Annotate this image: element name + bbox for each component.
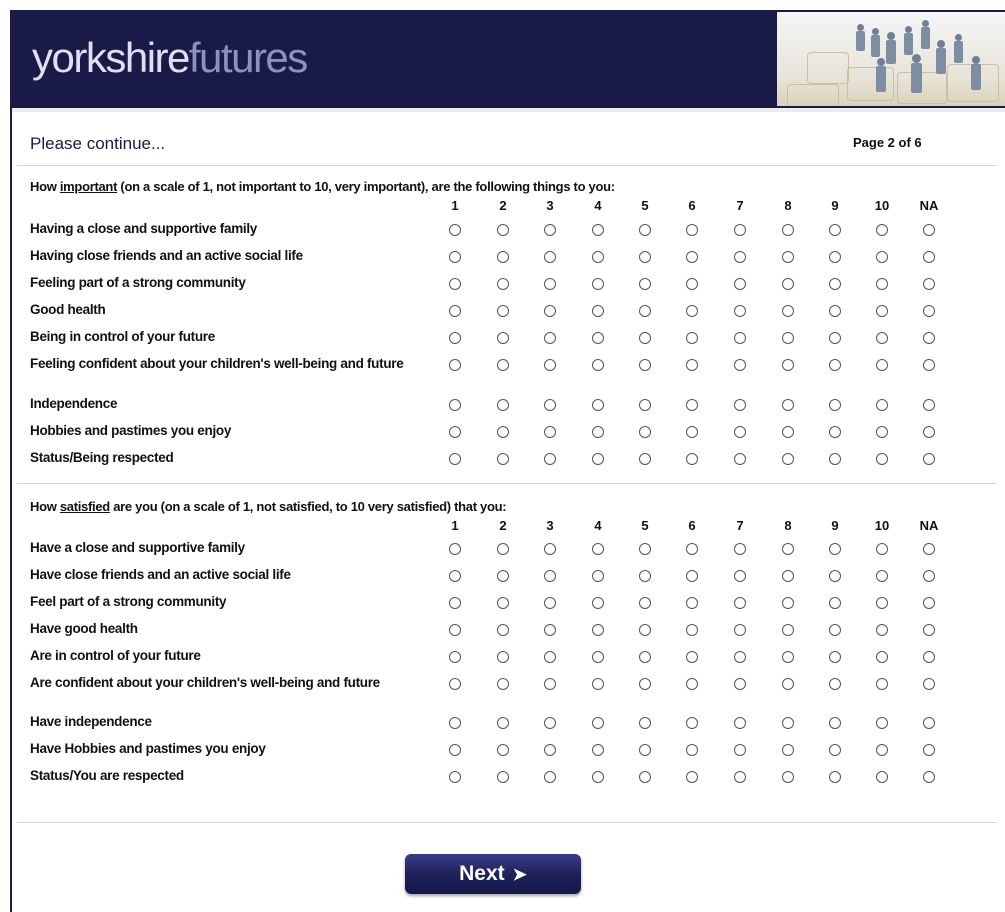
rating-radio[interactable] <box>497 305 509 317</box>
rating-radio[interactable] <box>544 771 556 783</box>
rating-radio[interactable] <box>592 771 604 783</box>
rating-radio[interactable] <box>544 651 556 663</box>
scale-header: 9 <box>831 198 839 213</box>
rating-radio[interactable] <box>829 597 841 609</box>
rating-radio[interactable] <box>876 624 888 636</box>
rating-radio[interactable] <box>639 359 651 371</box>
rating-radio[interactable] <box>782 453 794 465</box>
rating-radio[interactable] <box>686 717 698 729</box>
rating-radio[interactable] <box>639 717 651 729</box>
rating-radio[interactable] <box>497 453 509 465</box>
survey-frame <box>10 10 1005 912</box>
rating-radio[interactable] <box>923 399 935 411</box>
rating-radio[interactable] <box>592 251 604 263</box>
scale-header: 1 <box>451 198 459 213</box>
rating-radio[interactable] <box>592 717 604 729</box>
question-heading: How satisfied are you (on a scale of 1, not satisfied, to 10 very satisfied) that you: <box>30 499 507 514</box>
rating-radio[interactable] <box>734 399 746 411</box>
rating-radio[interactable] <box>686 399 698 411</box>
rating-radio[interactable] <box>923 717 935 729</box>
rating-radio[interactable] <box>829 399 841 411</box>
question-item-label: Having close friends and an active social life <box>30 248 303 263</box>
rating-radio[interactable] <box>639 251 651 263</box>
rating-radio[interactable] <box>876 426 888 438</box>
rating-radio[interactable] <box>829 651 841 663</box>
rating-radio[interactable] <box>876 399 888 411</box>
rating-radio[interactable] <box>734 717 746 729</box>
rating-radio[interactable] <box>592 543 604 555</box>
rating-radio[interactable] <box>497 678 509 690</box>
rating-radio[interactable] <box>639 332 651 344</box>
rating-radio[interactable] <box>923 278 935 290</box>
rating-radio[interactable] <box>639 305 651 317</box>
rating-radio[interactable] <box>734 426 746 438</box>
scale-header: 8 <box>784 198 792 213</box>
rating-radio[interactable] <box>544 332 556 344</box>
rating-radio[interactable] <box>449 305 461 317</box>
scale-header: 4 <box>594 198 602 213</box>
rating-radio[interactable] <box>782 399 794 411</box>
rating-radio[interactable] <box>544 426 556 438</box>
rating-radio[interactable] <box>686 570 698 582</box>
rating-radio[interactable] <box>592 597 604 609</box>
rating-radio[interactable] <box>449 570 461 582</box>
rating-radio[interactable] <box>876 717 888 729</box>
rating-radio[interactable] <box>449 717 461 729</box>
question-item-label: Have close friends and an active social life <box>30 567 291 582</box>
rating-radio[interactable] <box>734 224 746 236</box>
rating-radio[interactable] <box>876 651 888 663</box>
rating-radio[interactable] <box>497 426 509 438</box>
rating-radio[interactable] <box>923 453 935 465</box>
rating-radio[interactable] <box>592 744 604 756</box>
rating-radio[interactable] <box>782 651 794 663</box>
next-button-label: Next <box>459 862 505 885</box>
arrow-right-icon: ➤ <box>512 865 527 884</box>
rating-radio[interactable] <box>923 426 935 438</box>
rating-radio[interactable] <box>544 251 556 263</box>
rating-radio[interactable] <box>782 624 794 636</box>
rating-radio[interactable] <box>923 570 935 582</box>
question-item-label: Are confident about your children's well-being and future <box>30 675 380 690</box>
rating-radio[interactable] <box>734 744 746 756</box>
rating-radio[interactable] <box>449 278 461 290</box>
rating-radio[interactable] <box>592 224 604 236</box>
rating-radio[interactable] <box>876 570 888 582</box>
scale-header: NA <box>919 518 939 533</box>
rating-radio[interactable] <box>686 305 698 317</box>
rating-radio[interactable] <box>544 453 556 465</box>
rating-radio[interactable] <box>923 678 935 690</box>
rating-radio[interactable] <box>449 399 461 411</box>
rating-radio[interactable] <box>829 359 841 371</box>
rating-radio[interactable] <box>449 224 461 236</box>
rating-radio[interactable] <box>782 332 794 344</box>
rating-radio[interactable] <box>592 359 604 371</box>
rating-radio[interactable] <box>544 678 556 690</box>
rating-radio[interactable] <box>544 570 556 582</box>
rating-radio[interactable] <box>592 678 604 690</box>
rating-radio[interactable] <box>592 426 604 438</box>
rating-radio[interactable] <box>544 744 556 756</box>
rating-radio[interactable] <box>734 678 746 690</box>
rating-radio[interactable] <box>876 453 888 465</box>
rating-radio[interactable] <box>497 717 509 729</box>
rating-radio[interactable] <box>592 624 604 636</box>
rating-radio[interactable] <box>497 399 509 411</box>
rating-radio[interactable] <box>782 678 794 690</box>
question-item-label: Status/Being respected <box>30 450 174 465</box>
rating-radio[interactable] <box>782 771 794 783</box>
rating-radio[interactable] <box>686 224 698 236</box>
page-intro: Please continue... <box>30 134 166 153</box>
rating-radio[interactable] <box>592 399 604 411</box>
rating-radio[interactable] <box>782 251 794 263</box>
scale-header: 10 <box>874 198 890 213</box>
rating-radio[interactable] <box>734 651 746 663</box>
question-item-label: Have independence <box>30 714 152 729</box>
rating-radio[interactable] <box>734 332 746 344</box>
question-item-label: Have good health <box>30 621 138 636</box>
rating-radio[interactable] <box>686 678 698 690</box>
question-item-label: Being in control of your future <box>30 329 215 344</box>
rating-radio[interactable] <box>544 359 556 371</box>
rating-radio[interactable] <box>449 651 461 663</box>
question-item-label: Status/You are respected <box>30 768 184 783</box>
question-item-label: Independence <box>30 396 118 411</box>
scale-header: 2 <box>499 198 507 213</box>
rating-radio[interactable] <box>639 543 651 555</box>
rating-radio[interactable] <box>782 717 794 729</box>
rating-radio[interactable] <box>544 624 556 636</box>
rating-radio[interactable] <box>782 543 794 555</box>
scale-header: 9 <box>831 518 839 533</box>
scale-header: 7 <box>736 518 744 533</box>
rating-radio[interactable] <box>734 359 746 371</box>
divider <box>17 165 997 166</box>
rating-radio[interactable] <box>923 651 935 663</box>
rating-radio[interactable] <box>639 651 651 663</box>
rating-radio[interactable] <box>639 426 651 438</box>
question-item-label: Are in control of your future <box>30 648 201 663</box>
rating-radio[interactable] <box>686 651 698 663</box>
rating-radio[interactable] <box>592 305 604 317</box>
scale-header: 10 <box>874 518 890 533</box>
rating-radio[interactable] <box>639 224 651 236</box>
rating-radio[interactable] <box>876 678 888 690</box>
rating-radio[interactable] <box>734 597 746 609</box>
rating-radio[interactable] <box>923 597 935 609</box>
rating-radio[interactable] <box>592 332 604 344</box>
scale-header: 2 <box>499 518 507 533</box>
header-divider <box>12 108 1005 112</box>
rating-radio[interactable] <box>639 624 651 636</box>
rating-radio[interactable] <box>829 453 841 465</box>
rating-radio[interactable] <box>923 224 935 236</box>
rating-radio[interactable] <box>449 426 461 438</box>
header-bar <box>12 10 1005 108</box>
rating-radio[interactable] <box>544 224 556 236</box>
rating-radio[interactable] <box>734 251 746 263</box>
rating-radio[interactable] <box>829 744 841 756</box>
rating-radio[interactable] <box>592 278 604 290</box>
question-item-label: Have a close and supportive family <box>30 540 245 555</box>
rating-radio[interactable] <box>686 278 698 290</box>
rating-radio[interactable] <box>829 426 841 438</box>
rating-radio[interactable] <box>923 251 935 263</box>
rating-radio[interactable] <box>923 305 935 317</box>
rating-radio[interactable] <box>544 543 556 555</box>
rating-radio[interactable] <box>686 771 698 783</box>
rating-radio[interactable] <box>592 453 604 465</box>
rating-radio[interactable] <box>829 570 841 582</box>
rating-radio[interactable] <box>449 771 461 783</box>
scale-header: 3 <box>546 518 554 533</box>
rating-radio[interactable] <box>876 224 888 236</box>
divider <box>17 822 997 823</box>
rating-radio[interactable] <box>497 278 509 290</box>
rating-radio[interactable] <box>639 744 651 756</box>
rating-radio[interactable] <box>686 624 698 636</box>
rating-radio[interactable] <box>829 278 841 290</box>
rating-radio[interactable] <box>923 359 935 371</box>
rating-radio[interactable] <box>829 624 841 636</box>
rating-radio[interactable] <box>497 651 509 663</box>
rating-radio[interactable] <box>734 543 746 555</box>
rating-radio[interactable] <box>497 224 509 236</box>
rating-radio[interactable] <box>876 251 888 263</box>
rating-radio[interactable] <box>592 570 604 582</box>
rating-radio[interactable] <box>829 543 841 555</box>
question-item-label: Have Hobbies and pastimes you enjoy <box>30 741 266 756</box>
question-item-label: Feeling confident about your children's well-being and future <box>30 356 404 371</box>
question-item-label: Hobbies and pastimes you enjoy <box>30 423 232 438</box>
rating-radio[interactable] <box>639 453 651 465</box>
rating-radio[interactable] <box>497 543 509 555</box>
rating-radio[interactable] <box>639 278 651 290</box>
rating-radio[interactable] <box>876 332 888 344</box>
rating-radio[interactable] <box>497 332 509 344</box>
scale-header: 4 <box>594 518 602 533</box>
rating-radio[interactable] <box>686 359 698 371</box>
scale-header: NA <box>919 198 939 213</box>
question-item-label: Good health <box>30 302 106 317</box>
rating-radio[interactable] <box>449 597 461 609</box>
rating-radio[interactable] <box>782 597 794 609</box>
rating-radio[interactable] <box>639 570 651 582</box>
rating-radio[interactable] <box>923 744 935 756</box>
rating-radio[interactable] <box>829 332 841 344</box>
rating-radio[interactable] <box>876 359 888 371</box>
rating-radio[interactable] <box>497 771 509 783</box>
rating-radio[interactable] <box>544 399 556 411</box>
rating-radio[interactable] <box>876 305 888 317</box>
rating-radio[interactable] <box>639 771 651 783</box>
rating-radio[interactable] <box>686 332 698 344</box>
rating-radio[interactable] <box>829 717 841 729</box>
rating-radio[interactable] <box>592 651 604 663</box>
rating-radio[interactable] <box>923 624 935 636</box>
rating-radio[interactable] <box>686 251 698 263</box>
rating-radio[interactable] <box>782 359 794 371</box>
scale-header: 3 <box>546 198 554 213</box>
rating-radio[interactable] <box>686 597 698 609</box>
question-item-label: Having a close and supportive family <box>30 221 258 236</box>
rating-radio[interactable] <box>923 771 935 783</box>
rating-radio[interactable] <box>923 332 935 344</box>
rating-radio[interactable] <box>639 597 651 609</box>
scale-header: 8 <box>784 518 792 533</box>
rating-radio[interactable] <box>686 543 698 555</box>
rating-radio[interactable] <box>782 744 794 756</box>
question-heading: How important (on a scale of 1, not important to 10, very important), are the following things to you: <box>30 179 615 194</box>
scale-header: 6 <box>688 518 696 533</box>
rating-radio[interactable] <box>497 359 509 371</box>
rating-radio[interactable] <box>829 771 841 783</box>
rating-radio[interactable] <box>782 305 794 317</box>
rating-radio[interactable] <box>449 624 461 636</box>
rating-radio[interactable] <box>449 359 461 371</box>
rating-radio[interactable] <box>449 251 461 263</box>
scale-header: 6 <box>688 198 696 213</box>
rating-radio[interactable] <box>923 543 935 555</box>
rating-radio[interactable] <box>782 426 794 438</box>
rating-radio[interactable] <box>734 305 746 317</box>
question-item-label: Feel part of a strong community <box>30 594 227 609</box>
rating-radio[interactable] <box>782 570 794 582</box>
rating-radio[interactable] <box>829 305 841 317</box>
rating-radio[interactable] <box>544 717 556 729</box>
rating-radio[interactable] <box>544 278 556 290</box>
rating-radio[interactable] <box>639 399 651 411</box>
rating-radio[interactable] <box>876 771 888 783</box>
rating-radio[interactable] <box>876 278 888 290</box>
rating-radio[interactable] <box>449 543 461 555</box>
next-button[interactable] <box>405 854 581 894</box>
rating-radio[interactable] <box>497 624 509 636</box>
rating-radio[interactable] <box>544 305 556 317</box>
rating-radio[interactable] <box>734 453 746 465</box>
rating-radio[interactable] <box>449 744 461 756</box>
scale-header: 5 <box>641 518 649 533</box>
rating-radio[interactable] <box>686 453 698 465</box>
rating-radio[interactable] <box>734 570 746 582</box>
rating-radio[interactable] <box>449 453 461 465</box>
scale-header: 1 <box>451 518 459 533</box>
rating-radio[interactable] <box>734 278 746 290</box>
logo: yorkshirefutures <box>32 34 307 81</box>
rating-radio[interactable] <box>449 332 461 344</box>
scale-header: 5 <box>641 198 649 213</box>
scale-header: 7 <box>736 198 744 213</box>
rating-radio[interactable] <box>782 224 794 236</box>
rating-radio[interactable] <box>734 771 746 783</box>
rating-radio[interactable] <box>497 744 509 756</box>
page-indicator: Page 2 of 6 <box>853 135 922 150</box>
rating-radio[interactable] <box>449 678 461 690</box>
rating-radio[interactable] <box>782 278 794 290</box>
rating-radio[interactable] <box>497 570 509 582</box>
rating-radio[interactable] <box>829 224 841 236</box>
rating-radio[interactable] <box>497 597 509 609</box>
rating-radio[interactable] <box>544 597 556 609</box>
rating-radio[interactable] <box>829 678 841 690</box>
rating-radio[interactable] <box>876 744 888 756</box>
rating-radio[interactable] <box>876 543 888 555</box>
rating-radio[interactable] <box>686 744 698 756</box>
rating-radio[interactable] <box>829 251 841 263</box>
rating-radio[interactable] <box>497 251 509 263</box>
header-image <box>777 12 1005 106</box>
rating-radio[interactable] <box>639 678 651 690</box>
rating-radio[interactable] <box>686 426 698 438</box>
divider <box>17 483 997 484</box>
question-item-label: Feeling part of a strong community <box>30 275 246 290</box>
rating-radio[interactable] <box>734 624 746 636</box>
rating-radio[interactable] <box>876 597 888 609</box>
